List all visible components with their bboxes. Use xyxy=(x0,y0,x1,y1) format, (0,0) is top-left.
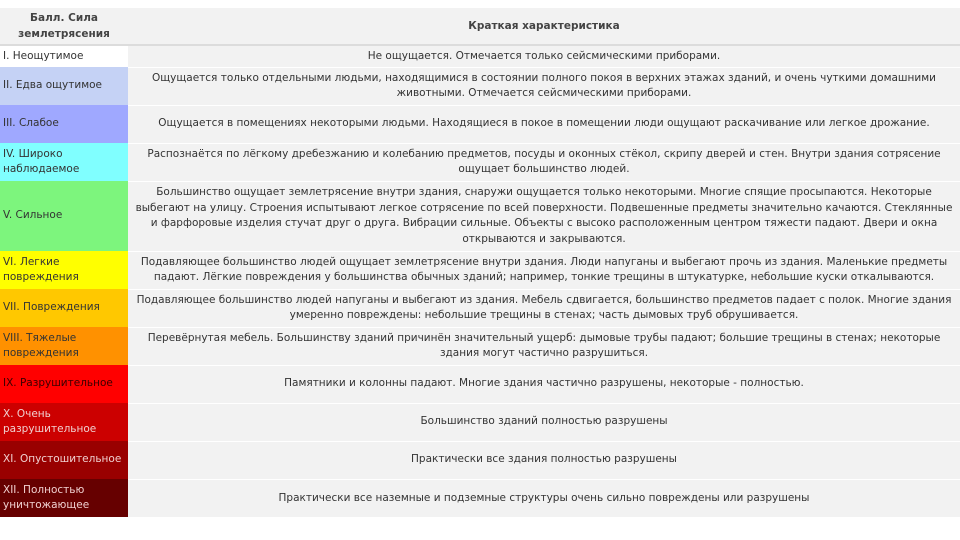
row-intensity-name: VIII. Тяжелые повреждения xyxy=(0,327,128,365)
table-row xyxy=(0,105,960,143)
row-description: Большинство зданий полностью разрушены xyxy=(128,403,960,441)
row-description: Ощущается в помещениях некоторыми людьми. Находящиеся в покое в помещении люди ощущают раскачивание или легкое дрожание. xyxy=(128,105,960,143)
row-intensity-name: XI. Опустошительное xyxy=(0,441,128,479)
earthquake-intensity-table xyxy=(0,8,960,517)
table-body xyxy=(0,45,960,517)
table-header-row xyxy=(0,8,960,45)
table-row xyxy=(0,289,960,327)
table-row xyxy=(0,479,960,517)
intensity-table-wrapper xyxy=(0,8,960,517)
table-row xyxy=(0,403,960,441)
header-intensity: Балл. Сила землетрясения xyxy=(0,8,128,45)
table-row xyxy=(0,251,960,289)
table-row xyxy=(0,143,960,181)
table-row xyxy=(0,67,960,105)
row-intensity-name: IX. Разрушительное xyxy=(0,365,128,403)
row-intensity-name: II. Едва ощутимое xyxy=(0,67,128,105)
header-description: Краткая характеристика xyxy=(128,8,960,45)
row-intensity-name: VII. Повреждения xyxy=(0,289,128,327)
row-description: Практически все здания полностью разрушены xyxy=(128,441,960,479)
table-row xyxy=(0,45,960,67)
row-intensity-name: V. Сильное xyxy=(0,181,128,251)
row-description: Распознаётся по лёгкому дребезжанию и колебанию предметов, посуды и оконных стёкол, скрипу дверей и стен. Внутри здания сотрясение ощущает большинство людей. xyxy=(128,143,960,181)
row-description: Перевёрнутая мебель. Большинству зданий причинён значительный ущерб: дымовые трубы падают; большие трещины в стенах; некоторые здания могут частично разрушиться. xyxy=(128,327,960,365)
row-intensity-name: III. Слабое xyxy=(0,105,128,143)
row-description: Памятники и колонны падают. Многие здания частично разрушены, некоторые - полностью. xyxy=(128,365,960,403)
row-intensity-name: I. Неощутимое xyxy=(0,45,128,67)
table-row xyxy=(0,181,960,251)
row-description: Ощущается только отдельными людьми, находящимися в состоянии полного покоя в верхних этажах зданий, и очень чуткими домашними животными. Отмечается сейсмическими приборами. xyxy=(128,67,960,105)
row-description: Подавляющее большинство людей напуганы и выбегают из здания. Мебель сдвигается, большинство предметов падает с полок. Многие здания умеренно повреждены: небольшие трещины в стенах; часть дымовых труб обрушивается. xyxy=(128,289,960,327)
row-intensity-name: XII. Полностью уничтожающее xyxy=(0,479,128,517)
row-description: Подавляющее большинство людей ощущает землетрясение внутри здания. Люди напуганы и выбегают прочь из здания. Маленькие предметы падают. Лёгкие повреждения у большинства обычных зданий; например, тонкие трещины в штукатурке, небольшие куски откалываются. xyxy=(128,251,960,289)
row-intensity-name: VI. Легкие повреждения xyxy=(0,251,128,289)
row-description: Практически все наземные и подземные структуры очень сильно повреждены или разрушены xyxy=(128,479,960,517)
row-intensity-name: X. Очень разрушительное xyxy=(0,403,128,441)
row-description: Большинство ощущает землетрясение внутри здания, снаружи ощущается только некоторыми. Многие спящие просыпаются. Некоторые выбегают на улицу. Строения испытывают легкое сотрясение по всей поверхности. Подвешенные предметы значительно качаются. Стеклянные и фарфоровые изделия стучат друг о друга. Вибрации сильные. Объекты с высоко расположенным центром тяжести падают. Двери и окна открываются и закрываются. xyxy=(128,181,960,251)
table-row xyxy=(0,365,960,403)
row-description: Не ощущается. Отмечается только сейсмическими приборами. xyxy=(128,45,960,67)
row-intensity-name: IV. Широко наблюдаемое xyxy=(0,143,128,181)
table-row xyxy=(0,441,960,479)
table-row xyxy=(0,327,960,365)
